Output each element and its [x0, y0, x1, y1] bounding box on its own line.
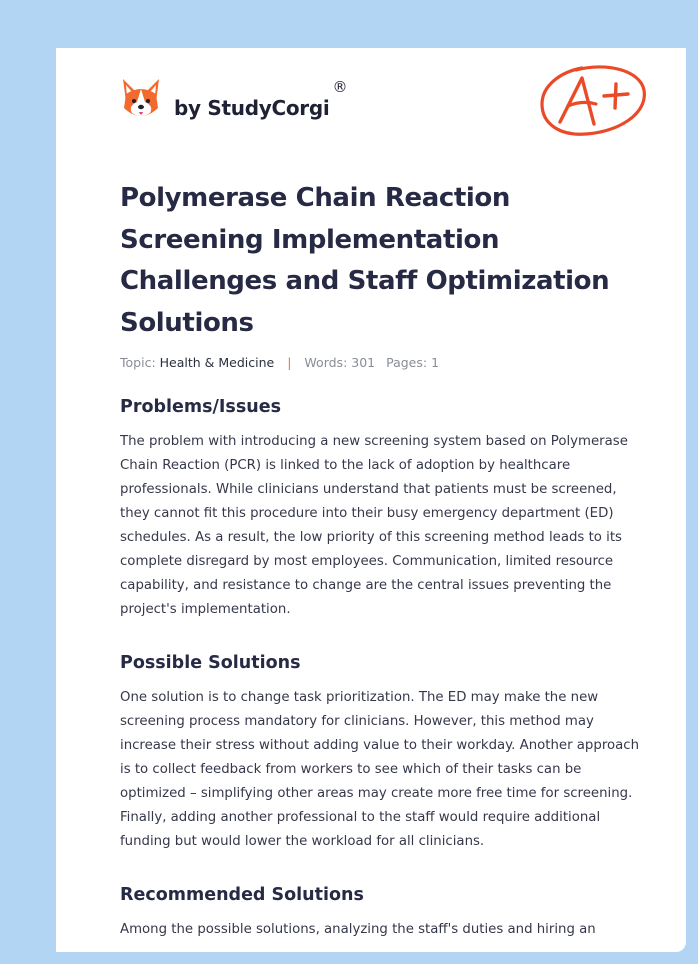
pages-count: 1 — [431, 355, 440, 370]
document-page — [56, 48, 686, 952]
section-heading-problems: Problems/Issues — [120, 397, 282, 417]
document-content — [120, 178, 640, 942]
pages-label: Pages: — [386, 355, 428, 370]
section-heading-recommended-solutions: Recommended Solutions — [120, 885, 364, 905]
a-plus-grade-stamp-icon — [536, 58, 650, 142]
topic-label: Topic: — [120, 355, 156, 370]
section-body-recommended-solutions: Among the possible solutions, analyzing the staff's duties and hiring an — [120, 922, 596, 937]
section-body-problems: The problem with introducing a new screening system based on Polymerase Chain Reaction (PCR) is linked to the lack of adoption by healthcare professionals. While clinicians understand that patients must be screened, they cannot fit this procedure into their busy emergency department (ED) schedules. As a result, the low priority of this screening method leads to its complete disregard by most employees. Communication, limited resource capability, and resistance to change are the central issues preventing the project's implementation. — [120, 434, 628, 617]
registered-mark: ® — [332, 78, 348, 96]
words-count: 301 — [351, 355, 376, 370]
meta-separator: | — [287, 355, 292, 370]
section-body-possible-solutions: One solution is to change task prioritization. The ED may make the new screening process mandatory for clinicians. However, this method may increase their stress without adding value to their workday. Another approach is to collect feedback from workers to see which of their tasks can be optimized – simplifying other areas may create more free time for screening. Finally, adding another professional to the staff would require additional funding but would lower the workload for all clinicians. — [120, 690, 640, 849]
brand-name: by StudyCorgi — [174, 96, 330, 120]
corgi-face-icon — [120, 76, 162, 122]
topic-link[interactable]: Health & Medicine — [159, 355, 275, 370]
section-heading-possible-solutions: Possible Solutions — [120, 653, 301, 673]
brand-header[interactable] — [120, 74, 347, 124]
words-label: Words: — [304, 355, 348, 370]
document-meta — [120, 355, 640, 370]
document-title: Polymerase Chain Reaction Screening Implementation Challenges and Staff Optimization Solutions — [120, 183, 610, 338]
